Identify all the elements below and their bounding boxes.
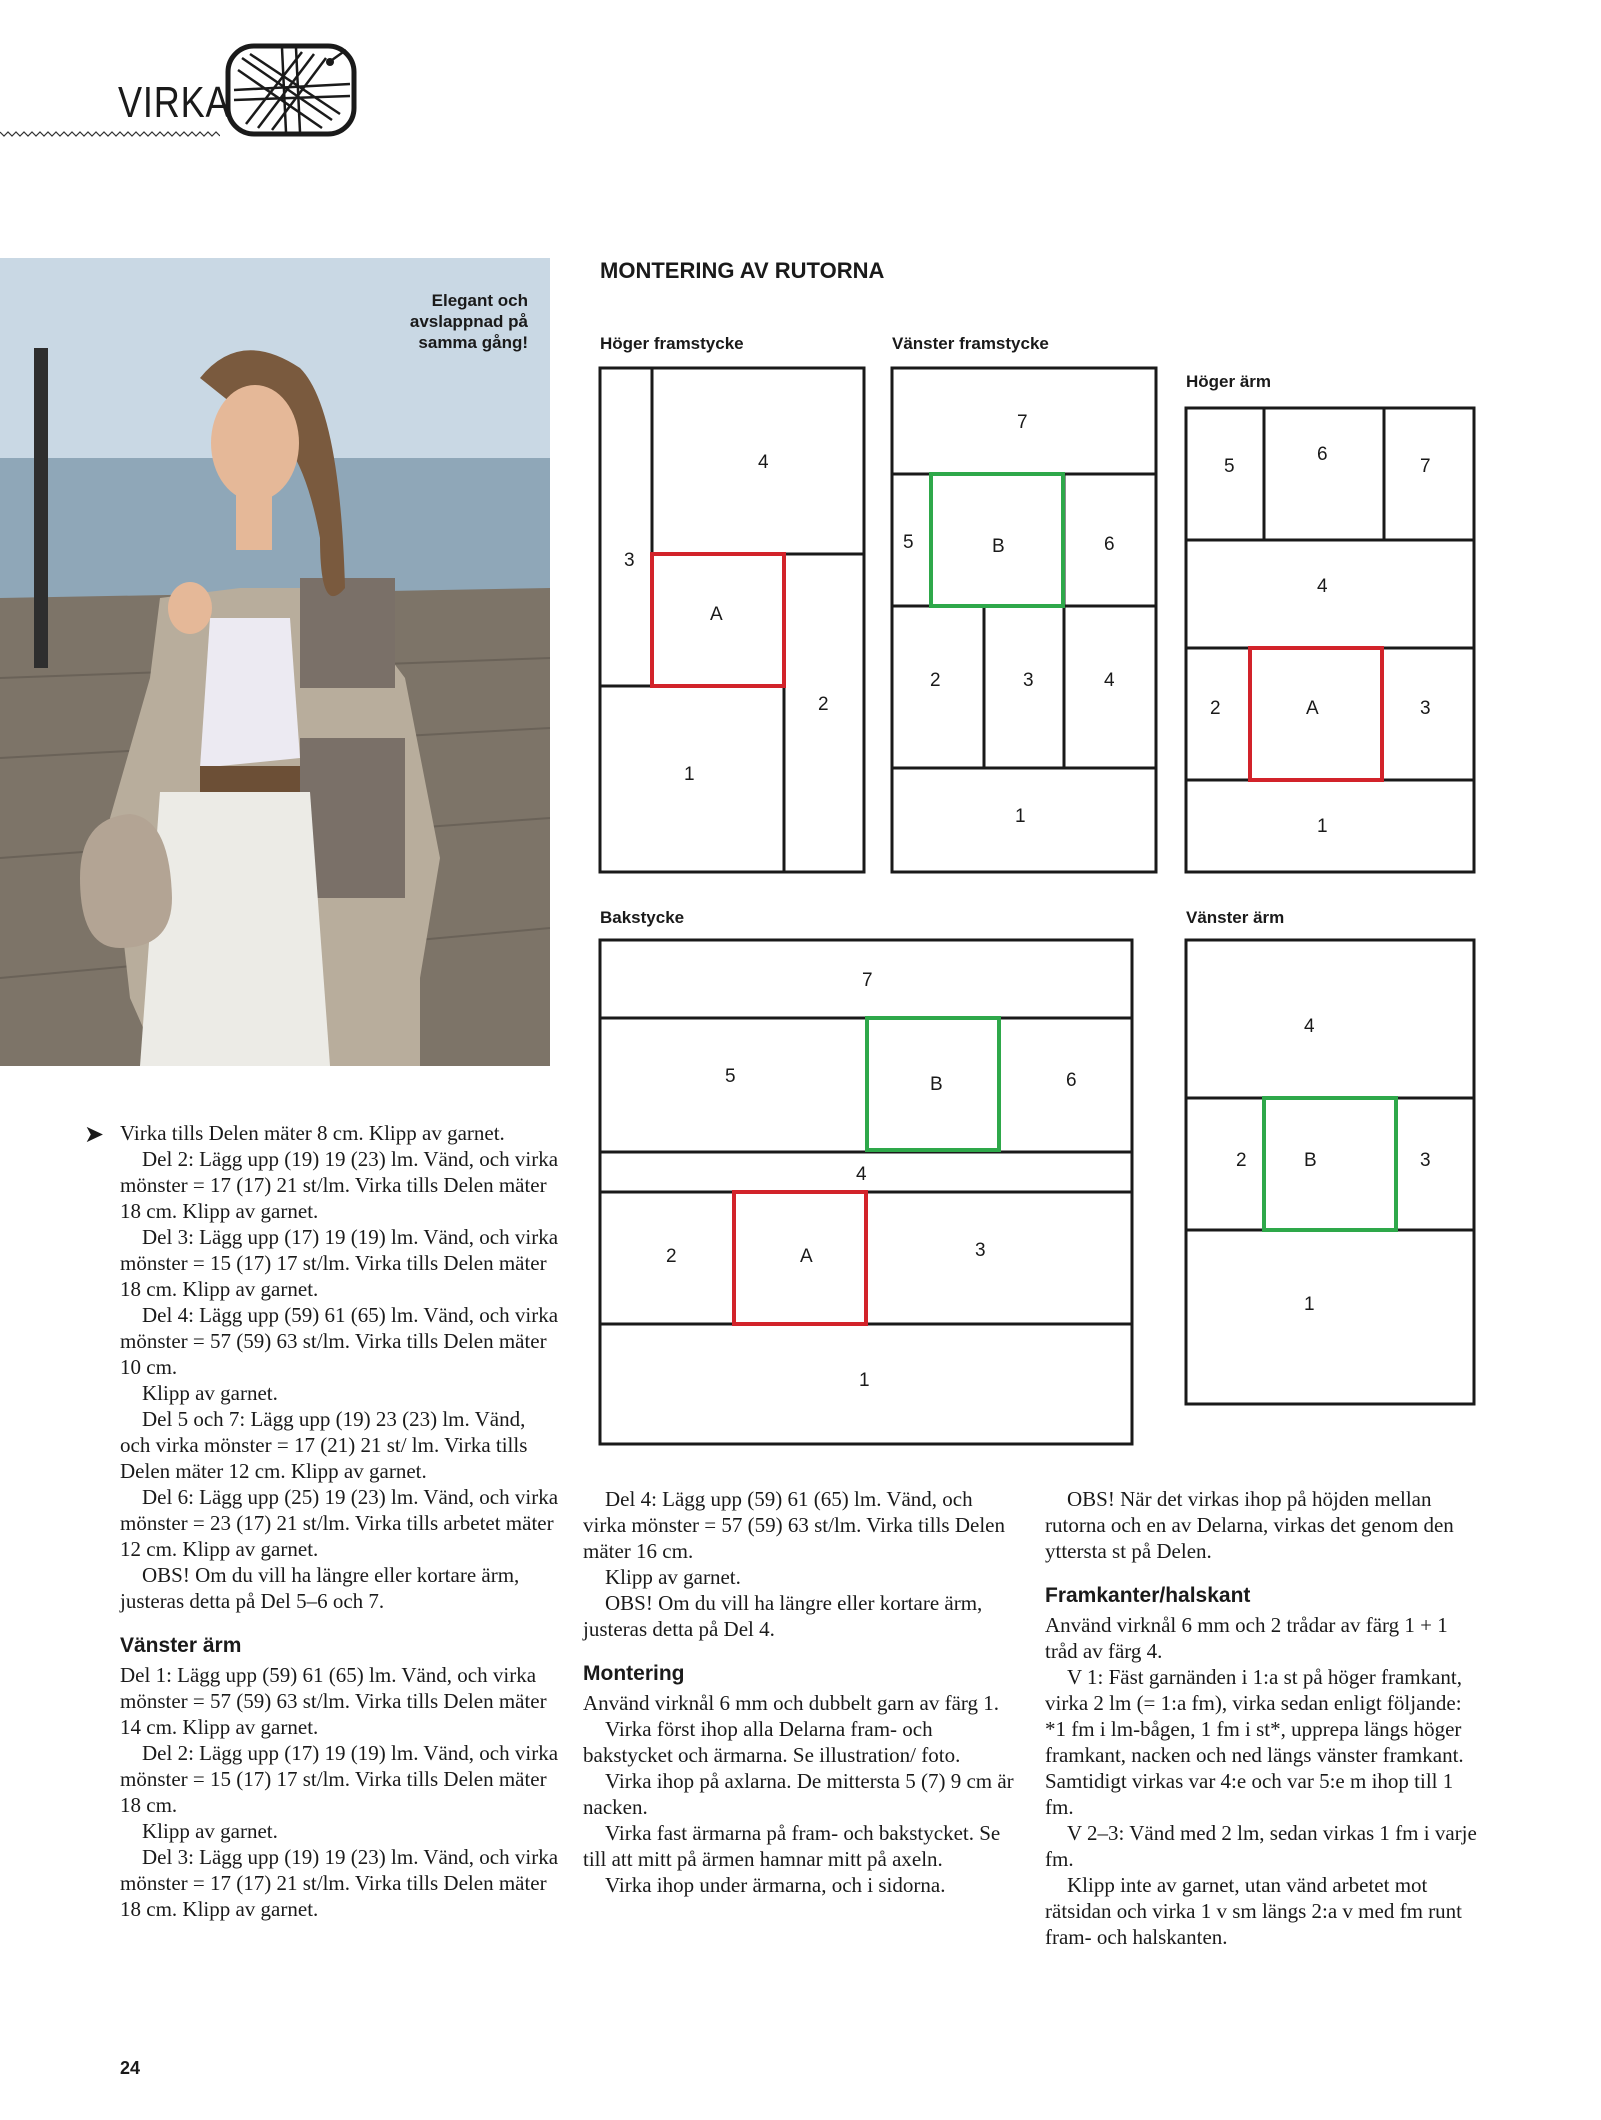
heading-montering: Montering: [583, 1662, 685, 1685]
piece-label: 3: [1420, 698, 1431, 719]
piece-label: 5: [1224, 456, 1235, 477]
piece-label: 4: [856, 1164, 867, 1185]
piece-label: 5: [903, 532, 914, 553]
piece-label: B: [992, 536, 1005, 557]
piece-label: 2: [818, 694, 829, 715]
arrow-right-icon: ➤: [84, 1122, 105, 1148]
paragraph: OBS! Om du vill ha längre eller kortare ärm, justeras detta på Del 5–6 och 7.: [120, 1563, 520, 1613]
piece-label: 3: [624, 550, 635, 571]
paragraph: Klipp av garnet.: [142, 1819, 278, 1843]
piece-label: 7: [1420, 456, 1431, 477]
paragraph: Virka fast ärmarna på fram- och bakstycket. Se till att mitt på ärmen hamnar mitt på axeln.: [583, 1821, 1001, 1871]
piece-label: B: [1304, 1150, 1317, 1171]
piece-label: 1: [684, 764, 695, 785]
label-hoger-arm: Höger ärm: [1186, 372, 1272, 391]
panel-vanster-framstycke: [892, 368, 1156, 872]
square-a-hoger-arm: [1250, 648, 1382, 780]
piece-label: 5: [725, 1066, 736, 1087]
paragraph: Del 5 och 7: Lägg upp (19) 23 (23) lm. Vänd, och virka mönster = 17 (21) 21 st/ lm. Virka tills Delen mäter 12 cm. Klipp av garnet.: [120, 1407, 528, 1483]
photo-hand: [168, 582, 212, 634]
piece-label: 3: [975, 1240, 986, 1261]
photo-belt: [200, 766, 300, 792]
paragraph: Använd virknål 6 mm och dubbelt garn av färg 1.: [583, 1691, 1000, 1715]
piece-label: A: [710, 604, 723, 625]
piece-label: 1: [859, 1370, 870, 1391]
text-column-3: [1045, 1486, 1485, 1950]
paragraph: Del 2: Lägg upp (19) 19 (23) lm. Vänd, och virka mönster = 17 (17) 21 st/lm. Virka tills Delen mäter 18 cm. Klipp av garnet.: [120, 1147, 559, 1223]
photo-neck: [236, 494, 272, 550]
square-a-hoger-framstycke: [652, 554, 784, 686]
piece-label: A: [800, 1246, 813, 1267]
panel-hoger-arm: [1186, 408, 1474, 872]
photo-shirt: [200, 618, 300, 768]
photo-caption: Elegant och avslappnad på samma gång!: [409, 291, 528, 352]
piece-label: 2: [1236, 1150, 1247, 1171]
paragraph: Del 4: Lägg upp (59) 61 (65) lm. Vänd, och virka mönster = 57 (59) 63 st/lm. Virka tills Delen mäter 10 cm.: [120, 1303, 559, 1379]
paragraph: Del 4: Lägg upp (59) 61 (65) lm. Vänd, och virka mönster = 57 (59) 63 st/lm. Virka tills Delen mäter 16 cm.: [583, 1487, 1005, 1563]
piece-label: 6: [1104, 534, 1115, 555]
page-number: 24: [120, 2058, 141, 2078]
paragraph: Använd virknål 6 mm och 2 trådar av färg 1 + 1 tråd av färg 4.: [1045, 1613, 1448, 1663]
paragraph: Del 3: Lägg upp (17) 19 (19) lm. Vänd, och virka mönster = 15 (17) 17 st/lm. Virka tills Delen mäter 18 cm. Klipp av garnet.: [120, 1225, 559, 1301]
paragraph: Virka tills Delen mäter 8 cm. Klipp av garnet.: [120, 1121, 505, 1145]
paragraph: Virka ihop på axlarna. De mittersta 5 (7) 9 cm är nacken.: [583, 1769, 1014, 1819]
piece-label: 6: [1066, 1070, 1077, 1091]
header-zigzag-rule: [0, 130, 220, 138]
piece-label: 3: [1023, 670, 1034, 691]
square-b-vanster-arm: [1264, 1098, 1396, 1230]
paragraph: Del 6: Lägg upp (25) 19 (23) lm. Vänd, och virka mönster = 23 (17) 21 st/lm. Virka tills arbetet mäter 12 cm. Klipp av garnet.: [120, 1485, 559, 1561]
heading-vanster-arm: Vänster ärm: [120, 1634, 242, 1657]
piece-label: 4: [758, 452, 769, 473]
photo-cardigan-square-2: [300, 578, 395, 688]
paragraph: Del 2: Lägg upp (17) 19 (19) lm. Vänd, och virka mönster = 15 (17) 17 st/lm. Virka tills Delen mäter 18 cm.: [120, 1741, 559, 1817]
piece-label: 6: [1317, 444, 1328, 465]
photo-face: [211, 385, 299, 501]
label-hoger-framstycke: Höger framstycke: [600, 334, 744, 353]
paragraph: V 1: Fäst garnänden i 1:a st på höger framkant, virka 2 lm (= 1:a fm), virka sedan enligt följande: *1 fm i lm-bågen, 1 fm i st*, upprepa längs höger framkant, nacken och ned längs vänster framkant. Samtidigt virkas var 4:e och var 5:e m ihop till 1 fm.: [1045, 1665, 1464, 1819]
square-a-bakstycke: [734, 1192, 866, 1324]
piece-label: 3: [1420, 1150, 1431, 1171]
photo-bag: [80, 814, 172, 948]
photo-skirt: [140, 792, 330, 1066]
heading-framkanter: Framkanter/halskant: [1045, 1584, 1251, 1607]
photo-lamp-post: [34, 348, 48, 668]
label-vanster-framstycke: Vänster framstycke: [892, 334, 1049, 353]
paragraph: Klipp av garnet.: [605, 1565, 741, 1589]
piece-label: A: [1306, 698, 1319, 719]
paragraph: Del 3: Lägg upp (19) 19 (23) lm. Vänd, och virka mönster = 17 (17) 21 st/lm. Virka tills Delen mäter 18 cm. Klipp av garnet.: [120, 1845, 559, 1921]
paragraph: OBS! Om du vill ha längre eller kortare ärm, justeras detta på Del 4.: [583, 1591, 983, 1641]
piece-label: 1: [1304, 1294, 1315, 1315]
piece-label: 7: [862, 970, 873, 991]
piece-label: 2: [666, 1246, 677, 1267]
paragraph: Klipp inte av garnet, utan vänd arbetet mot rätsidan och virka 1 v sm längs 2:a v med fm runt fram- och halskanten.: [1045, 1873, 1462, 1949]
piece-label: 4: [1317, 576, 1328, 597]
paragraph: Virka ihop under ärmarna, och i sidorna.: [605, 1873, 946, 1897]
piece-label: 1: [1015, 806, 1026, 827]
yarn-ball-icon: [222, 40, 362, 140]
paragraph: Virka först ihop alla Delarna fram- och bakstycket och ärmarna. Se illustration/ foto.: [583, 1717, 961, 1767]
panel-hoger-framstycke: [600, 368, 864, 872]
section-title: VIRKA: [118, 78, 231, 127]
label-vanster-arm: Vänster ärm: [1186, 908, 1285, 927]
piece-label: 2: [930, 670, 941, 691]
piece-label: 1: [1317, 816, 1328, 837]
diagram-title: MONTERING AV RUTORNA: [600, 258, 885, 283]
panel-vanster-arm: [1186, 940, 1474, 1404]
piece-label: B: [930, 1074, 943, 1095]
paragraph: Del 1: Lägg upp (59) 61 (65) lm. Vänd, och virka mönster = 57 (59) 63 st/lm. Virka tills Delen mäter 14 cm. Klipp av garnet.: [120, 1663, 547, 1739]
text-column-2: [583, 1486, 1018, 1898]
square-b-bakstycke: [867, 1018, 999, 1150]
paragraph: V 2–3: Vänd med 2 lm, sedan virkas 1 fm i varje fm.: [1045, 1821, 1477, 1871]
text-column-1: [120, 1120, 560, 1922]
square-b-vanster-framstycke: [931, 474, 1063, 606]
piece-label: 7: [1017, 412, 1028, 433]
paragraph: OBS! När det virkas ihop på höjden mellan rutorna och en av Delarna, virkas det genom den yttersta st på Delen.: [1045, 1487, 1454, 1563]
piece-label: 4: [1104, 670, 1115, 691]
panel-bakstycke: [600, 940, 1132, 1444]
piece-label: 2: [1210, 698, 1221, 719]
piece-label: 4: [1304, 1016, 1315, 1037]
paragraph: Klipp av garnet.: [142, 1381, 278, 1405]
label-bakstycke: Bakstycke: [600, 908, 685, 927]
model-photo: [0, 258, 550, 1066]
